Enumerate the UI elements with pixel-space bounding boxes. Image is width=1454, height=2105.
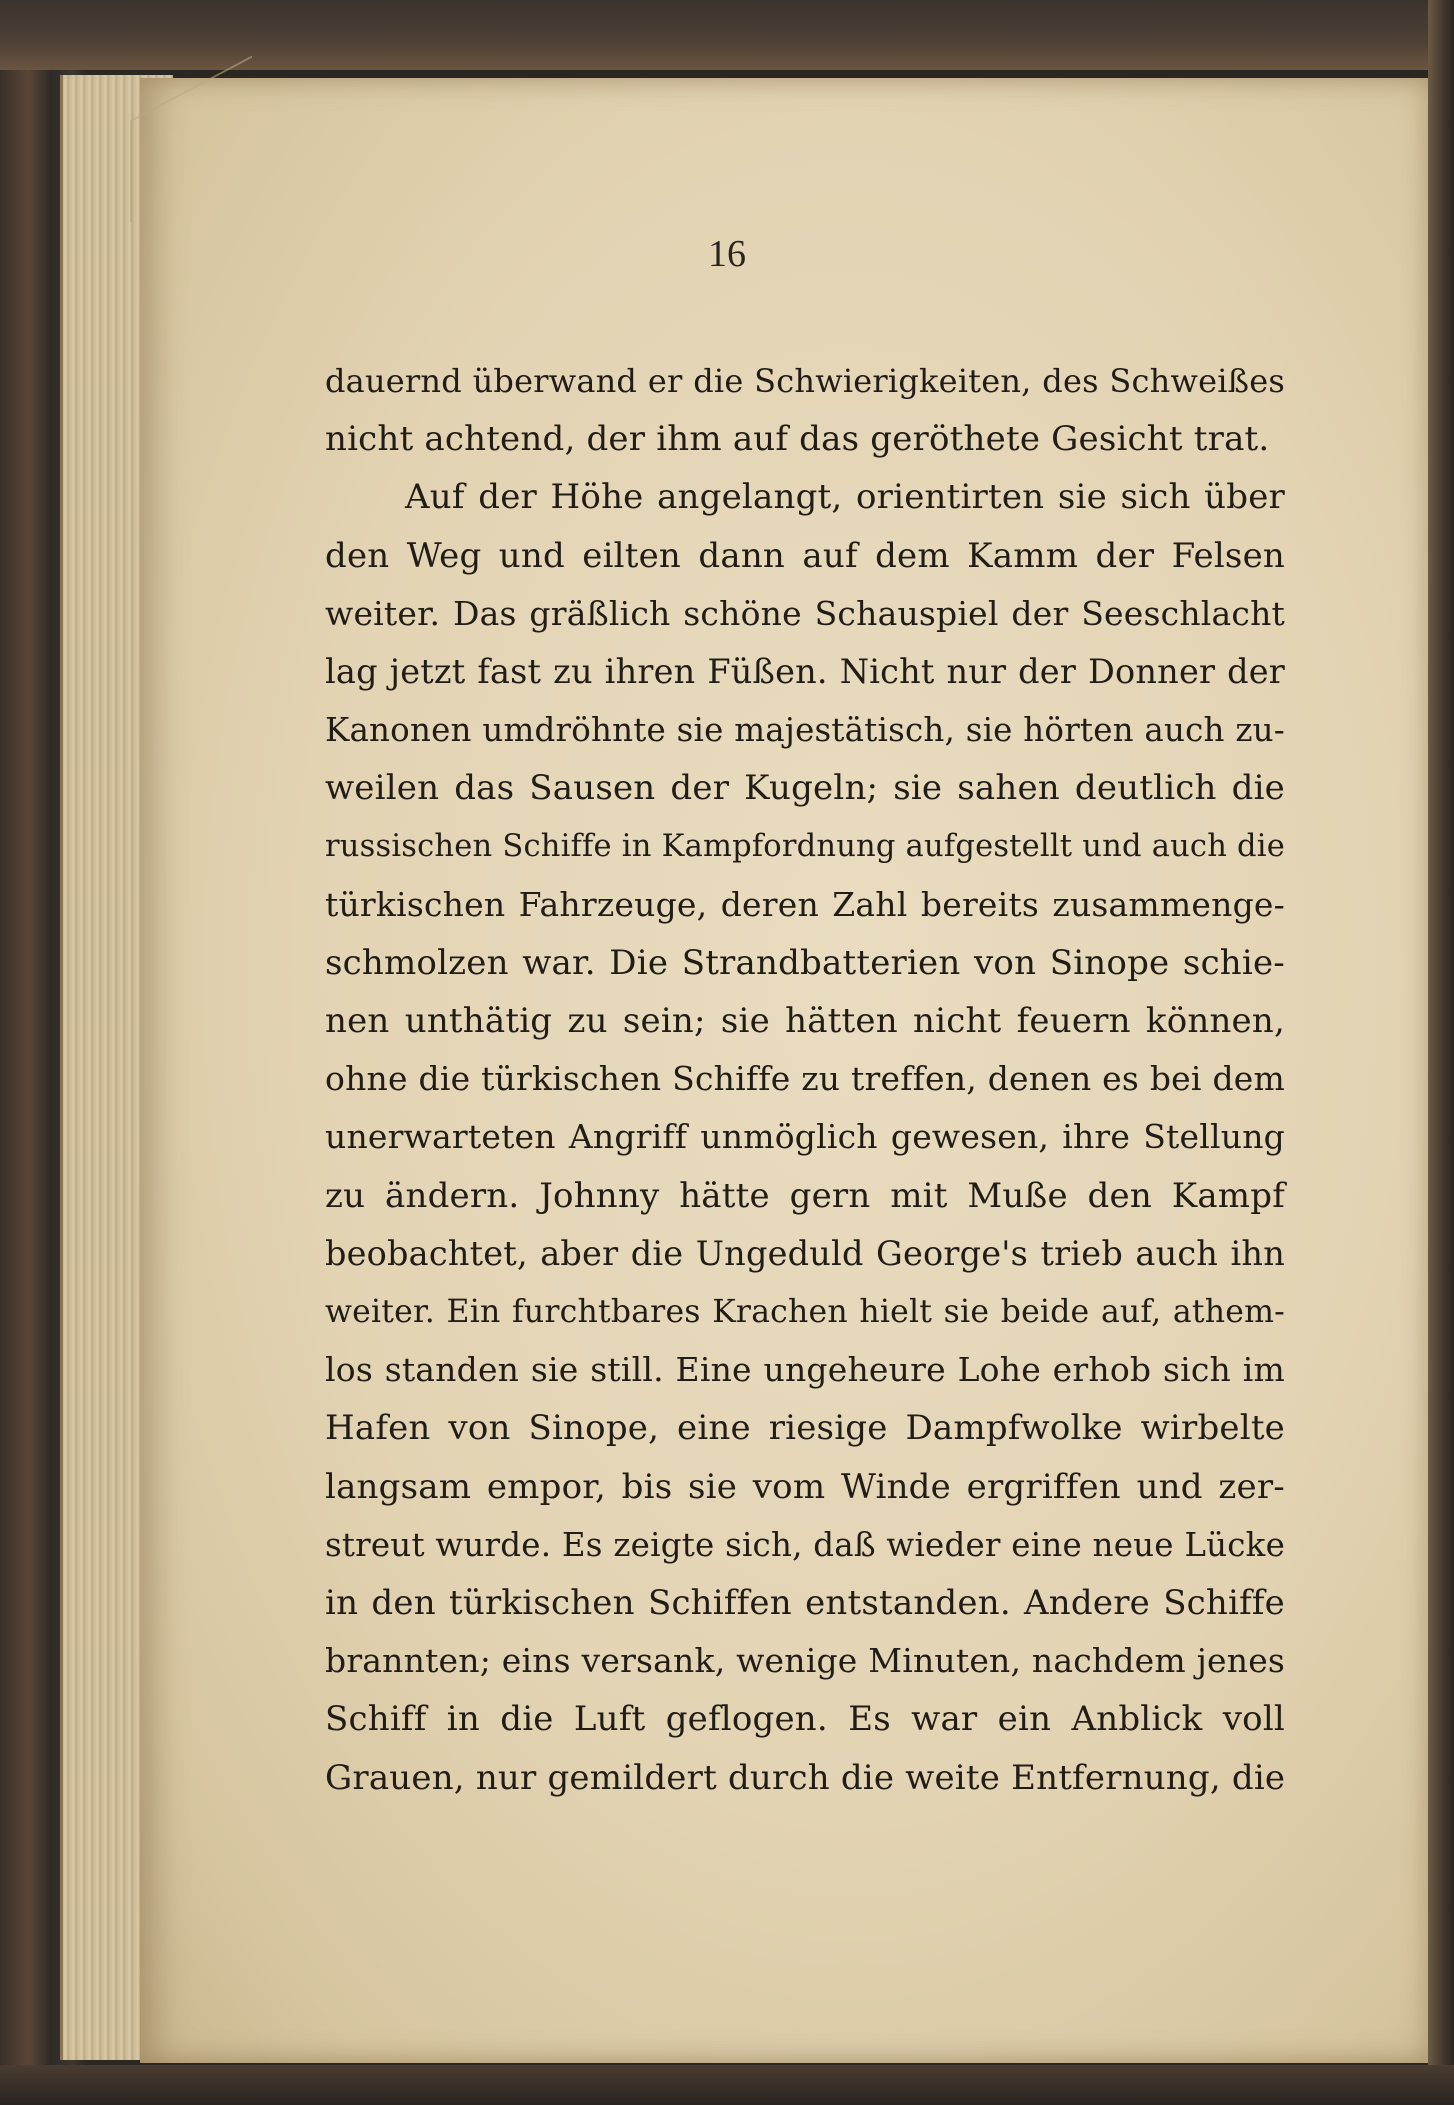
text-line: russischen Schiffe in Kampfordnung aufgestellt und auch die — [325, 828, 1285, 864]
text-line: schmolzen war. Die Strandbatterien von Sinope schie- — [325, 942, 1285, 983]
text-line: langsam empor, bis sie vom Winde ergriffen und zer- — [325, 1466, 1285, 1507]
text-line: brannten; eins versank, wenige Minuten, nachdem jenes — [325, 1641, 1286, 1681]
book-cover-right-edge — [1428, 0, 1454, 2105]
text-line: beobachtet, aber die Ungeduld George's trieb auch ihn — [325, 1233, 1285, 1273]
text-line: den Weg und eilten dann auf dem Kamm der Felsen — [325, 535, 1285, 576]
book-cover-top-edge — [0, 0, 1454, 70]
text-line: Schiff in die Luft geflogen. Es war ein Anblick voll — [325, 1699, 1285, 1740]
text-line: ohne die türkischen Schiffe zu treffen, denen es bei dem — [325, 1059, 1285, 1099]
text-line: zu ändern. Johnny hätte gern mit Muße den Kampf — [325, 1175, 1285, 1216]
text-line: nen unthätig zu sein; sie hätten nicht feuern können, — [325, 1001, 1285, 1042]
text-line: Grauen, nur gemildert durch die weite Entfernung, die — [325, 1757, 1286, 1798]
book-cover-bottom-edge — [0, 2065, 1454, 2105]
text-line: türkischen Fahrzeuge, deren Zahl bereits zusammenge- — [325, 884, 1285, 924]
text-line: Auf der Höhe angelangt, orientirten sie sich über — [405, 477, 1285, 518]
text-line: weiter. Ein furchtbares Krachen hielt sie beide auf, athem- — [325, 1294, 1285, 1330]
page-number: 16 — [708, 233, 746, 275]
text-line: nicht achtend, der ihm auf das geröthete Gesicht trat. — [325, 419, 1270, 460]
text-line: dauernd überwand er die Schwierigkeiten, des Schweißes — [325, 362, 1285, 400]
body-text — [325, 352, 1285, 1807]
text-line: weiter. Das gräßlich schöne Schauspiel der Seeschlacht — [325, 593, 1285, 633]
text-line: Hafen von Sinope, eine riesige Dampfwolke wirbelte — [325, 1408, 1285, 1449]
text-line: streut wurde. Es zeigte sich, daß wieder eine neue Lücke — [325, 1525, 1285, 1564]
text-line: lag jetzt fast zu ihren Füßen. Nicht nur der Donner der — [325, 651, 1285, 691]
text-line: Kanonen umdröhnte sie majestätisch, sie hörten auch zu- — [325, 711, 1285, 750]
text-line: unerwarteten Angriff unmöglich gewesen, ihre Stellung — [325, 1117, 1285, 1157]
text-line: in den türkischen Schiffen entstanden. Andere Schiffe — [325, 1582, 1285, 1623]
text-line: los standen sie still. Eine ungeheure Lohe erhob sich im — [325, 1350, 1285, 1390]
text-line: weilen das Sausen der Kugeln; sie sahen deutlich die — [325, 768, 1285, 809]
